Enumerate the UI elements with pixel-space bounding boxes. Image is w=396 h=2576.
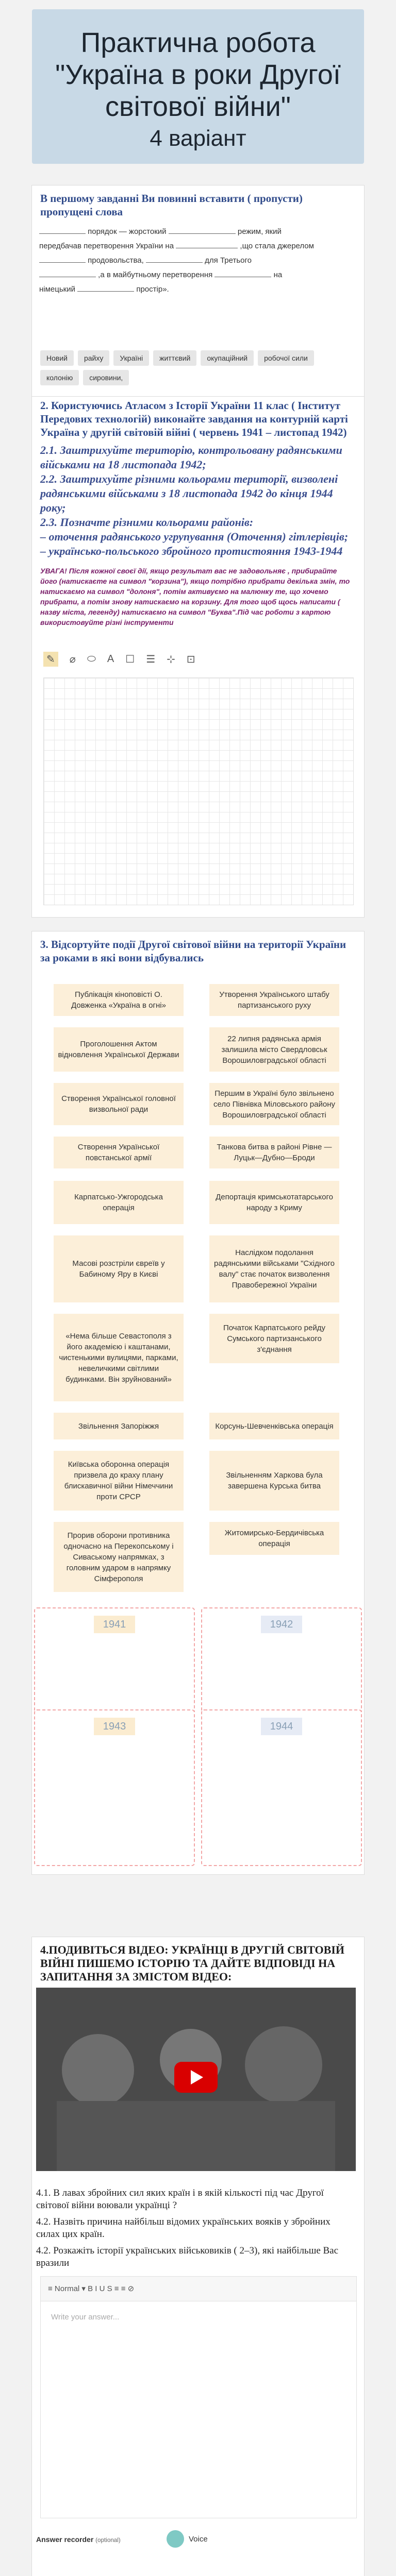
play-button-icon[interactable] (174, 2062, 218, 2093)
task2-item-1: 2.1. Заштрихуйте територію, контрольовану радянськими військами на 18 листопада 1942; (40, 444, 342, 471)
year-label: 1943 (94, 1718, 135, 1735)
blank-4[interactable] (39, 254, 86, 263)
year-label: 1942 (261, 1616, 302, 1633)
eraser-icon[interactable]: ⌀ (69, 654, 76, 665)
event-card[interactable]: Публікація кіноповісті О. Довженка «Україна в огні» (54, 984, 184, 1016)
task4-question-1: 4.1. В лавах збройних сил яких країн і в якій кількості під час Другої світової війни воювали українці ? (36, 2188, 324, 2211)
event-card[interactable]: Київська оборонна операція призвела до краху плану блискавичної війни Німеччини проти СРСР (54, 1451, 184, 1511)
blank-7[interactable] (214, 268, 271, 277)
task1-line2: передбачав перетворення України на ,що стала джерелом (32, 239, 364, 253)
event-card[interactable]: Наслідком подолання радянськими військами "Східного валу" стає початок визволення Правобережної України (209, 1235, 339, 1302)
pencil-icon[interactable]: ✎ (43, 652, 58, 667)
task4-answer-input[interactable] (40, 2301, 357, 2518)
voice-record-button[interactable] (167, 2530, 184, 2548)
word-chip[interactable]: колонію (40, 370, 79, 385)
task4-question-2: 4.2. Назвіть причина найбільш відомих українських вояків у збройних силах цих країн. (36, 2216, 331, 2240)
event-card[interactable]: Карпатсько-Ужгородська операція (54, 1181, 184, 1224)
video-player[interactable] (36, 1988, 356, 2171)
task4-question-3: 4.2. Розкажіть історії українських військовиків ( 2–3), які найбільше Вас вразили (36, 2245, 339, 2268)
task2-item-5: – українсько-польського збройного протистояння 1943-1944 (40, 545, 343, 557)
page-title: Практична робота "Україна в роки Другої світової війни" (55, 27, 341, 122)
word-chip[interactable]: Україні (113, 350, 149, 366)
word-chip[interactable]: райху (78, 350, 109, 366)
event-card[interactable]: «Нема більше Севастополя з його академією і каштанами, чистенькими вулицями, парками, невеличкими світлими будинками. Він зруйнований» (54, 1314, 184, 1401)
move-icon[interactable]: ⊹ (167, 654, 175, 665)
event-card[interactable]: Прорив оборони противника одночасно на Перекопському і Сиваському напрямках, з головним ударом в напрямку Сімферополя (54, 1522, 184, 1592)
task2-item-2: 2.2. Заштрихуйте різними кольорами території, визволені радянськими військами з 18 листопада 1942 до кінця 1944 року; (40, 472, 338, 514)
word-chip[interactable]: робочої сили (258, 350, 314, 366)
rich-text-toolbar[interactable]: ≡ Normal ▾ B I U S ≡ ≡ ⊘ (40, 2276, 357, 2302)
task2-title: 2. Користуючись Атласом з Історії України 11 клас ( Інститут Передових технологій) виконайте завдання на контурній карті Україна у другій світовій війні ( червень 1941 – листопад 1942) (40, 399, 348, 438)
event-card[interactable]: Корсунь-Шевченківська операція (209, 1413, 339, 1439)
event-card[interactable]: Проголошення Актом відновлення Української Держави (54, 1027, 184, 1072)
event-card[interactable]: Початок Карпатського рейду Сумського партизанського з'єднання (209, 1314, 339, 1363)
word-chip[interactable]: сировини, (83, 370, 129, 385)
year-label: 1944 (261, 1718, 302, 1735)
task1-line4: ,а в майбутньому перетворення на (32, 268, 364, 282)
text-tool-icon[interactable]: A (107, 653, 114, 665)
event-card[interactable]: Танкова битва в районі Рівне —Луцьк—Дубно—Броди (209, 1137, 339, 1168)
task2-item-3: 2.3. Позначте різними кольорами районів: (40, 516, 254, 529)
task1-word-bank (40, 350, 356, 385)
drawing-toolbar (43, 652, 195, 667)
task3-title: 3. Відсортуйте події Другої світової війни на території України за роками в які вони відбувались (40, 938, 346, 964)
word-chip[interactable]: життєвий (153, 350, 196, 366)
map-drawing-canvas[interactable] (43, 677, 354, 905)
answer-recorder-label: Answer recorder (optional) (36, 2535, 121, 2544)
lines-icon[interactable]: ☰ (146, 654, 156, 665)
task1-line3: продовольства, для Третього (32, 253, 364, 268)
blank-5[interactable] (146, 254, 203, 263)
task2-card (32, 397, 364, 917)
year-label: 1941 (94, 1616, 135, 1633)
event-card[interactable]: Першим в Україні було звільнено село Півнівка Міловського району Ворошиловградської області (209, 1083, 339, 1125)
shape-icon[interactable]: ⬭ (87, 653, 96, 665)
task1-line1: порядок — жорстокий режим, який (32, 225, 364, 239)
word-chip[interactable]: Новий (40, 350, 74, 366)
event-card[interactable]: Створення Української головної визвольної ради (54, 1083, 184, 1125)
event-card[interactable]: Депортація кримськотатарського народу з Криму (209, 1181, 339, 1224)
event-card[interactable]: Житомирсько-Бердичівська операція (209, 1522, 339, 1555)
blank-2[interactable] (169, 225, 236, 234)
event-card[interactable]: Створення Української повстанської армії (54, 1137, 184, 1168)
answer-placeholder: Write your answer... (51, 2313, 120, 2321)
blank-8[interactable] (77, 283, 134, 292)
year-dropzone-1943[interactable] (34, 1709, 195, 1866)
event-card[interactable]: Звільненням Харкова була завершена Курська битва (209, 1451, 339, 1511)
blank-1[interactable] (39, 225, 86, 234)
task1-title: В першому завданні Ви повинні вставити ( пропусти) пропущені слова (40, 192, 303, 218)
header-banner (32, 9, 364, 164)
task1-card (32, 185, 364, 402)
task3-card (32, 931, 364, 1874)
task4-title: 4.ПОДИВІТЬСЯ ВІДЕО: УКРАЇНЦІ В ДРУГІЙ СВІТОВІЙ ВІЙНІ ПИШЕМО ІСТОРІЮ ТА ДАЙТЕ ВІДПОВІДІ НА ЗАПИТАННЯ ЗА ЗМІСТОМ ВІДЕО: (40, 1943, 344, 1983)
page-subtitle: 4 варіант (150, 126, 246, 151)
task2-item-4: – оточення радянського угрупування (Оточення) гітлерівців; (40, 530, 349, 543)
event-card[interactable]: Утворення Українського штабу партизанського руху (209, 984, 339, 1016)
blank-6[interactable] (39, 268, 96, 277)
year-dropzone-1944[interactable] (201, 1709, 362, 1866)
event-card[interactable]: 22 липня радянська армія залишила місто Свердловськ Ворошиловградської області (209, 1027, 339, 1072)
task1-line5: німецький простір». (32, 282, 364, 297)
task4-questions (36, 2187, 356, 2269)
rectangle-icon[interactable]: ☐ (125, 654, 135, 665)
select-icon[interactable]: ⊡ (186, 654, 195, 665)
event-card[interactable]: Звільнення Запоріжжя (54, 1413, 184, 1439)
event-card[interactable]: Масові розстріли євреїв у Бабиному Яру в Києві (54, 1235, 184, 1302)
blank-3[interactable] (176, 240, 238, 248)
voice-label: Voice (189, 2535, 208, 2544)
word-chip[interactable]: окупаційний (201, 350, 254, 366)
task2-note: УВАГА! Після кожної своєї дії, якщо результат вас не задовольняє , прибирайте його (натискаєте на символ "корзина"), якщо потрібно прибрати декілька змін, то натискаємо на символ "долоня", потім активуємо на малюнку те, що хочемо прибрати, а потім знову натискаємо на корзину. Для того щоб щось написати ( назву міста, легенду) натискаємо на символ "Буква".Під час роботи з картою використовуйте різні інструменти (40, 567, 350, 626)
